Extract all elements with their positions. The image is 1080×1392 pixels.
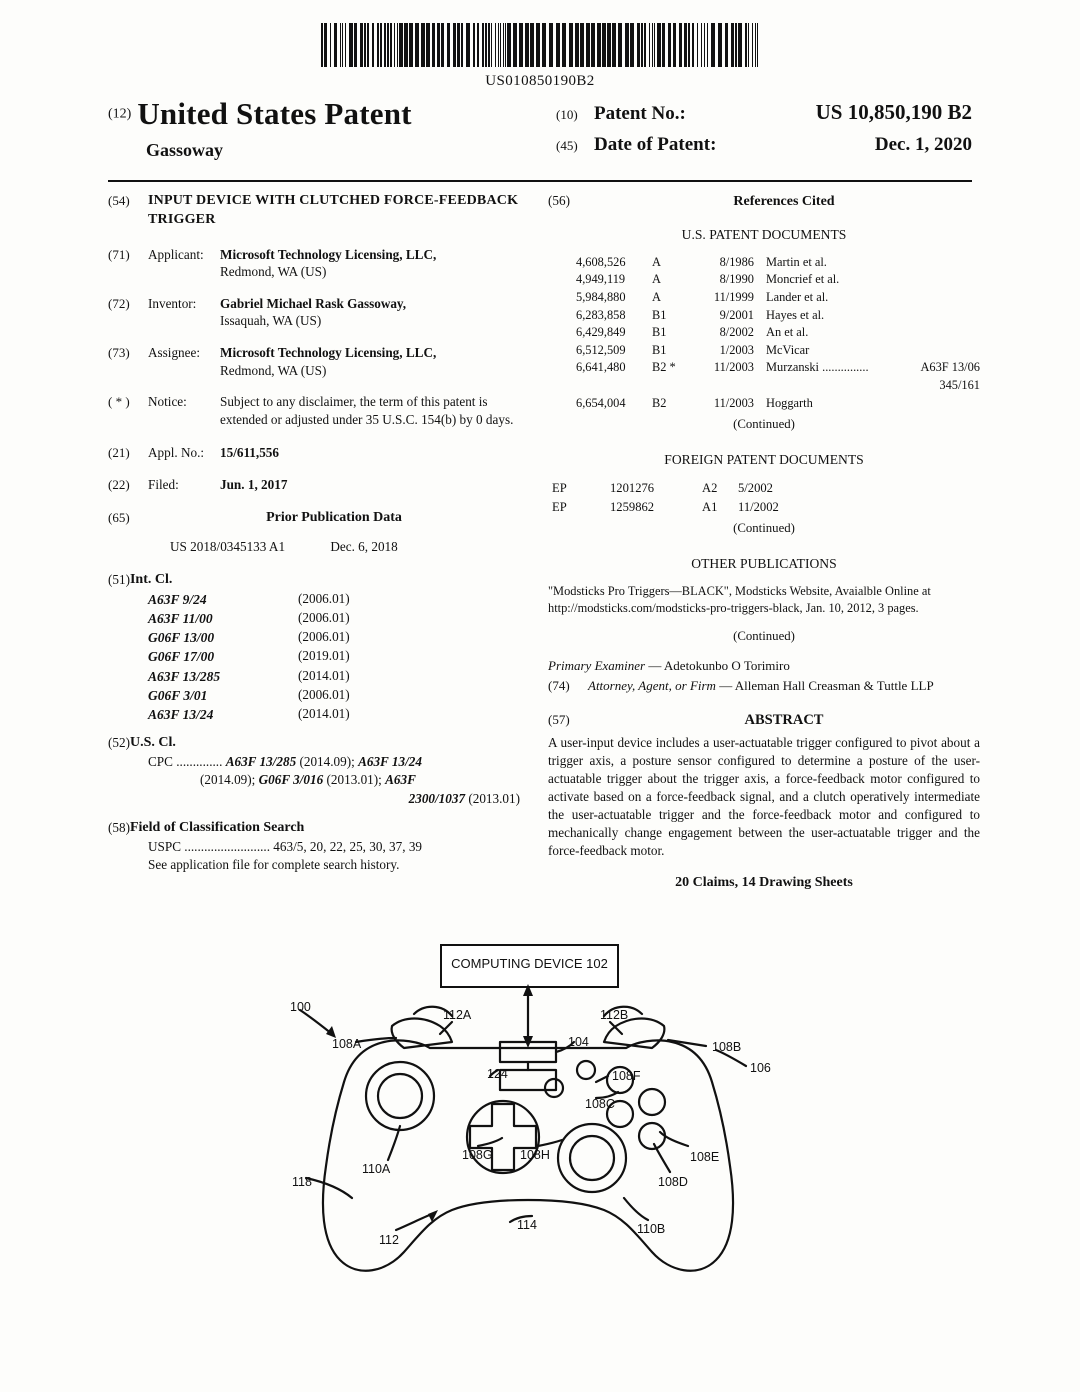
prior-pub-body xyxy=(148,509,520,555)
int-cl-version: (2014.01) xyxy=(298,667,350,683)
figure-reference-label: 114 xyxy=(517,1218,537,1232)
masthead xyxy=(108,96,972,166)
int-cl-code: A63F 13/285 xyxy=(148,668,221,684)
inventor-body xyxy=(220,295,520,330)
code-73: (73) xyxy=(108,344,130,360)
field-inventor xyxy=(108,295,520,330)
kind-code-cell: B2 xyxy=(652,395,667,410)
kind-code-cell: A xyxy=(652,254,661,269)
figure-reference-label: 108F xyxy=(612,1069,641,1083)
date-cell: 8/1990 xyxy=(719,272,754,287)
patent-date-label: Date of Patent: xyxy=(594,134,717,155)
table-row xyxy=(576,271,980,289)
figure-reference-label: 108D xyxy=(658,1175,688,1189)
prior-pub-number: US 2018/0345133 A1 xyxy=(170,538,286,554)
field-filed xyxy=(108,476,520,494)
prior-pub-heading: Prior Publication Data xyxy=(266,510,402,526)
kind-code-cell: A1 xyxy=(702,499,718,514)
patent-number-cell: 6,641,480 xyxy=(576,360,626,375)
barcode-image xyxy=(321,23,759,67)
assignee-label: Assignee: xyxy=(148,344,201,360)
cpc-ver-3: (2013.01); xyxy=(326,772,382,788)
field-appl-no xyxy=(108,444,520,462)
cpc-code-2: A63F 13/24 xyxy=(358,753,422,769)
field-assignee xyxy=(108,344,520,379)
claims-sheets-line: 20 Claims, 14 Drawing Sheets xyxy=(675,874,853,890)
appl-no-label: Appl. No.: xyxy=(148,445,205,461)
patent-number-cell: 4,608,526 xyxy=(576,254,626,269)
see-application-line: See application file for complete search history. xyxy=(148,857,400,873)
int-cl-row xyxy=(148,609,520,628)
primary-examiner-value: — Adetokunbo O Torimiro xyxy=(648,657,790,673)
foreign-patent-documents-heading: FOREIGN PATENT DOCUMENTS xyxy=(664,452,864,468)
computing-device-label: COMPUTING DEVICE 102 xyxy=(451,956,608,971)
abstract-header xyxy=(548,711,980,730)
date-cell: 1/2003 xyxy=(719,342,754,357)
table-row xyxy=(576,377,980,395)
figure-reference-label: 108A xyxy=(332,1037,362,1051)
primary-examiner-label: Primary Examiner xyxy=(548,657,646,673)
patent-number-cell: 6,512,509 xyxy=(576,342,626,357)
cpc-code-5: 2300/1037 xyxy=(408,791,466,807)
code-52: (52) xyxy=(108,735,130,751)
field-applicant xyxy=(108,246,520,281)
attorney-body xyxy=(588,677,980,695)
kind-code-cell: B1 xyxy=(652,325,667,340)
kind-code-cell: A xyxy=(652,272,661,287)
country-code-cell: EP xyxy=(552,499,567,514)
classification-cell xyxy=(872,342,980,360)
applicant-label: Applicant: xyxy=(148,246,204,262)
classification-cell xyxy=(872,395,980,413)
figure-reference-label: 112 xyxy=(379,1233,399,1247)
masthead-right xyxy=(556,100,972,165)
code-51: (51) xyxy=(108,572,130,588)
figure-reference-label: 112A xyxy=(443,1008,472,1022)
cpc-code-3: G06F 3/016 xyxy=(258,772,324,788)
primary-examiner-line xyxy=(548,657,980,675)
kind-code-cell: B1 xyxy=(652,307,667,322)
int-cl-row xyxy=(148,628,520,647)
inventor-name: Gabriel Michael Rask Gassoway, xyxy=(220,295,407,311)
patent-date-value: Dec. 1, 2020 xyxy=(874,134,972,155)
inventor-label: Inventor: xyxy=(148,295,197,311)
cpc-ver-2: (2014.09); xyxy=(200,772,256,788)
attorney-line xyxy=(548,677,980,695)
cpc-block xyxy=(148,753,520,809)
barcode-area xyxy=(0,14,1080,90)
code-72: (72) xyxy=(108,295,130,311)
field-title xyxy=(108,192,520,230)
masthead-left xyxy=(108,96,538,161)
field-int-cl xyxy=(108,571,520,724)
uspc-line: USPC .......................... 463/5, 20, 22, 25, 30, 37, 39 xyxy=(148,838,423,854)
continued-3: (Continued) xyxy=(733,628,795,643)
us-patent-documents-heading: U.S. PATENT DOCUMENTS xyxy=(681,226,847,242)
date-cell: 11/2003 xyxy=(713,395,754,410)
page-title: United States Patent xyxy=(137,96,412,131)
figure-reference-label: 108E xyxy=(690,1150,720,1164)
assignee-address: Redmond, WA (US) xyxy=(220,362,327,378)
date-cell: 5/2002 xyxy=(738,481,773,496)
kind-code-cell: B1 xyxy=(652,342,667,357)
int-cl-version: (2019.01) xyxy=(298,648,350,664)
code-71: (71) xyxy=(108,246,130,262)
int-cl-row xyxy=(148,667,520,686)
code-65: (65) xyxy=(108,510,130,526)
int-cl-code: A63F 11/00 xyxy=(148,611,213,627)
kind-code-cell: A xyxy=(652,289,661,304)
table-row xyxy=(552,479,980,497)
date-cell: 8/2002 xyxy=(719,325,754,340)
code-21: (21) xyxy=(108,445,130,461)
header-divider xyxy=(108,180,972,182)
assignee-name-cell: Murzanski ............... xyxy=(766,360,869,375)
patent-number-cell: 5,984,880 xyxy=(576,289,626,304)
applicant-name: Microsoft Technology Licensing, LLC, xyxy=(220,246,437,262)
figure-reference-label: 100 xyxy=(290,1000,311,1014)
other-publications-heading: OTHER PUBLICATIONS xyxy=(691,555,837,571)
classification-cell: A63F 13/06 xyxy=(920,360,980,375)
patent-number-label: Patent No.: xyxy=(594,103,686,124)
barcode-number: US010850190B2 xyxy=(485,73,595,89)
classification-cell xyxy=(872,324,980,342)
cpc-lead: CPC .............. xyxy=(148,753,223,769)
fcs-header xyxy=(108,819,520,838)
cpc-ver-1: (2014.09); xyxy=(299,753,355,769)
attorney-label: Attorney, Agent, or Firm xyxy=(588,677,716,693)
kind-code-cell: B2 * xyxy=(652,360,676,375)
other-publication-entry: "Modsticks Pro Triggers—BLACK", Modsticks Website, Avaialble Online at http://modsticks.com/modsticks-pro-triggers-black, Jan. 10, 2012, 3 pages. xyxy=(548,583,931,616)
figure-reference-label: 104 xyxy=(568,1035,589,1049)
us-cl-header xyxy=(108,734,520,753)
classification-cell xyxy=(872,254,980,272)
appl-no-value: 15/611,556 xyxy=(220,445,279,461)
figure-reference-label: 108G xyxy=(462,1148,493,1162)
int-cl-row xyxy=(148,647,520,666)
patent-date-row xyxy=(556,134,972,156)
abstract-title: ABSTRACT xyxy=(744,711,824,728)
cpc-line-1 xyxy=(148,753,520,772)
attorney-value: — Alleman Hall Creasman & Tuttle LLP xyxy=(719,677,934,693)
table-row xyxy=(552,498,980,516)
left-column xyxy=(108,192,520,875)
applicant-body xyxy=(220,246,520,281)
classification-cell xyxy=(872,289,980,307)
code-star: ( * ) xyxy=(108,394,130,410)
date-cell: 9/2001 xyxy=(719,307,754,322)
figure-reference-label: 106 xyxy=(750,1061,771,1075)
figure-reference-label: 110B xyxy=(637,1222,666,1236)
code-56: (56) xyxy=(548,193,570,208)
cpc-code-1: A63F 13/285 xyxy=(225,753,297,769)
notice-text: Subject to any disclaimer, the term of this patent is extended or adjusted under 35 U.S.C. 154(b) by 0 days. xyxy=(220,394,514,427)
int-cl-code: A63F 9/24 xyxy=(148,592,207,608)
kind-code-cell: A2 xyxy=(702,481,718,496)
classification-cell xyxy=(872,307,980,325)
applicant-address: Redmond, WA (US) xyxy=(220,264,327,280)
int-cl-version: (2006.01) xyxy=(298,686,350,702)
figure-reference-label: 108B xyxy=(712,1040,742,1054)
inventor-surname: Gassoway xyxy=(146,140,224,160)
assignee-name: Microsoft Technology Licensing, LLC, xyxy=(220,344,437,360)
assignee-name-cell: Hayes et al. xyxy=(766,307,825,322)
int-cl-version: (2014.01) xyxy=(298,705,350,721)
patent-number-cell: 6,429,849 xyxy=(576,325,626,340)
figure-reference-label: 108H xyxy=(520,1148,550,1162)
int-cl-label: Int. Cl. xyxy=(129,572,173,588)
invention-title: INPUT DEVICE WITH CLUTCHED FORCE-FEEDBACK TRIGGER xyxy=(148,193,519,227)
int-cl-version: (2006.01) xyxy=(298,610,350,626)
field-classification-search xyxy=(108,819,520,875)
date-cell: 11/2002 xyxy=(738,499,779,514)
date-cell: 11/1999 xyxy=(713,289,754,304)
abstract-text: A user-input device includes a user-actuatable trigger configured to pivot about a trigger axis, a posture sensor configured to determine a posture of the user-actuatable trigger about the trigger axis, a force-feedback motor configured to activate based on a force-feedback signal, and a clutch operatively intermediate the user-actuatable trigger and the force-feedback motor and configured to mechanically change engagement between the user-actuatable trigger and the force-feedback motor. xyxy=(548,735,980,858)
assignee-name-cell: Lander et al. xyxy=(766,289,829,304)
us-cl-label: U.S. Cl. xyxy=(129,735,176,751)
date-cell: 8/1986 xyxy=(719,254,754,269)
filed-label: Filed: xyxy=(148,476,179,492)
field-prior-pub xyxy=(108,509,520,555)
table-row xyxy=(576,324,980,342)
classification-cell: 345/161 xyxy=(939,377,980,392)
document-number-cell: 1201276 xyxy=(610,481,655,496)
continued-2: (Continued) xyxy=(733,520,795,535)
prior-pub-line xyxy=(170,538,520,556)
kind-code-cell xyxy=(652,377,682,395)
figure-area xyxy=(0,930,1080,1350)
notice-label: Notice: xyxy=(148,394,187,410)
int-cl-header xyxy=(108,571,520,590)
int-cl-code: A63F 13/24 xyxy=(148,706,214,722)
figure-reference-label: 112B xyxy=(600,1008,629,1022)
prior-pub-date: Dec. 6, 2018 xyxy=(330,538,398,554)
references-header xyxy=(548,192,980,212)
patent-number-value: US 10,850,190 B2 xyxy=(815,100,972,124)
patent-number-cell xyxy=(576,377,652,395)
field-notice xyxy=(108,393,520,428)
assignee-body xyxy=(220,344,520,379)
continued-1: (Continued) xyxy=(733,417,795,432)
table-row xyxy=(576,395,980,413)
patent-number-row xyxy=(556,100,972,125)
int-cl-row xyxy=(148,590,520,609)
cpc-ver-4: (2013.01) xyxy=(468,791,520,807)
table-row xyxy=(576,289,980,307)
code-22: (22) xyxy=(108,476,130,492)
us-patent-documents-table xyxy=(576,254,980,412)
code-54: (54) xyxy=(108,193,130,208)
assignee-name-cell: McVicar xyxy=(766,342,810,357)
controller-drawing xyxy=(0,930,1080,1350)
figure-reference-label: 110A xyxy=(362,1162,391,1176)
code-10: (10) xyxy=(556,107,578,122)
int-cl-list xyxy=(108,590,520,724)
classification-cell xyxy=(872,271,980,289)
int-cl-row xyxy=(148,686,520,705)
figure-reference-label: 124 xyxy=(487,1067,508,1081)
assignee-name-cell: An et al. xyxy=(766,325,809,340)
code-57: (57) xyxy=(548,711,570,727)
patent-number-cell: 4,949,119 xyxy=(576,272,626,287)
table-row xyxy=(576,254,980,272)
int-cl-row xyxy=(148,705,520,724)
figure-reference-label: 118 xyxy=(292,1175,312,1189)
fcs-label: Field of Classification Search xyxy=(129,819,305,835)
field-us-cl xyxy=(108,734,520,809)
code-45: (45) xyxy=(556,138,578,153)
table-row xyxy=(576,342,980,360)
country-code-cell: EP xyxy=(552,481,567,496)
date-cell xyxy=(682,377,766,395)
cpc-line-2 xyxy=(200,771,520,790)
right-column xyxy=(548,192,980,893)
filed-value: Jun. 1, 2017 xyxy=(220,476,288,492)
references-cited-title: References Cited xyxy=(733,194,835,209)
bibliographic-columns xyxy=(108,192,980,922)
patent-number-cell: 6,283,858 xyxy=(576,307,626,322)
date-cell: 11/2003 xyxy=(713,360,754,375)
int-cl-code: G06F 3/01 xyxy=(148,687,208,703)
patent-number-cell: 6,654,004 xyxy=(576,395,626,410)
assignee-name-cell: Moncrief et al. xyxy=(766,272,840,287)
cpc-code-4: A63F xyxy=(385,772,416,788)
int-cl-code: G06F 13/00 xyxy=(148,630,215,646)
document-number-cell: 1259862 xyxy=(610,499,655,514)
assignee-name-cell xyxy=(766,377,872,395)
inventor-address: Issaquah, WA (US) xyxy=(220,313,322,329)
cpc-line-3 xyxy=(148,790,520,809)
assignee-name-cell: Martin et al. xyxy=(766,254,827,269)
table-row xyxy=(576,307,980,325)
code-12: (12) xyxy=(108,106,132,122)
code-58: (58) xyxy=(108,819,130,835)
code-74: (74) xyxy=(548,677,570,693)
int-cl-version: (2006.01) xyxy=(298,629,350,645)
foreign-patent-documents-table xyxy=(552,479,980,516)
int-cl-version: (2006.01) xyxy=(298,591,350,607)
table-row xyxy=(576,359,980,377)
assignee-name-cell: Hoggarth xyxy=(766,395,813,410)
figure-reference-label: 108C xyxy=(585,1097,615,1111)
int-cl-code: G06F 17/00 xyxy=(148,649,215,665)
